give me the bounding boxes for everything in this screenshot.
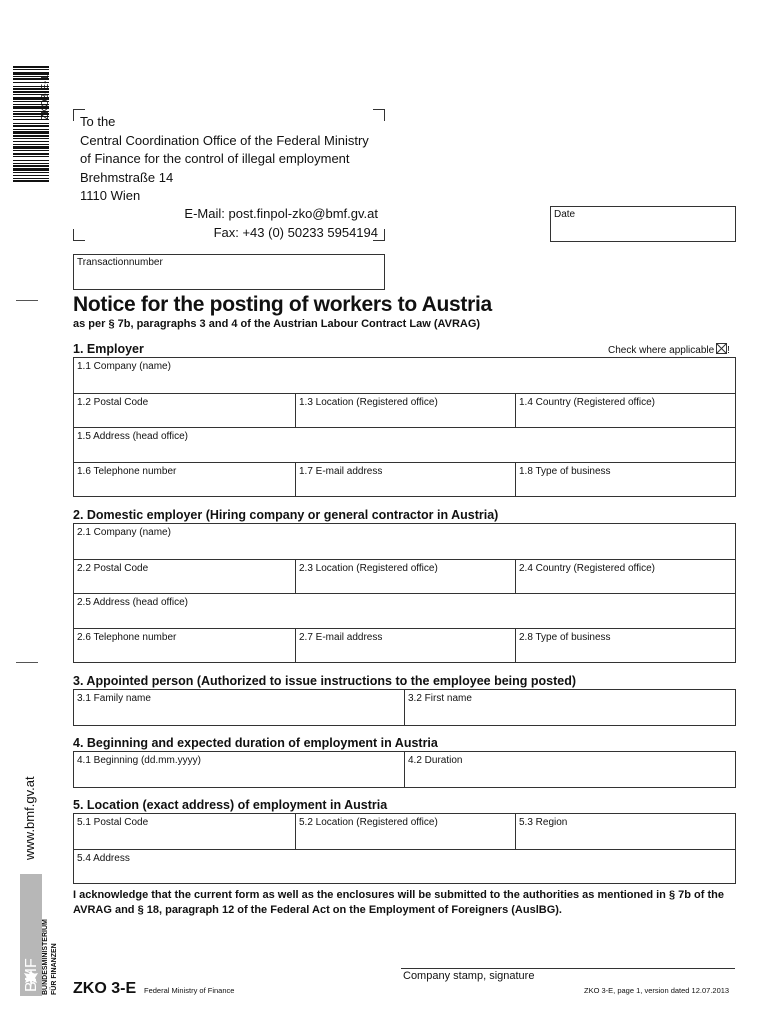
appointed-person-grid [73,689,736,726]
footer-version: ZKO 3-E, page 1, version dated 12.07.2013 [584,986,730,995]
page-subtitle: as per § 7b, paragraphs 3 and 4 of the Austrian Labour Contract Law (AVRAG) [73,318,481,330]
field-label: 1.2 Postal Code [77,396,149,408]
domestic-postal-code-field[interactable] [74,560,295,594]
family-name-field[interactable] [74,690,404,725]
domestic-email-field[interactable] [295,629,515,663]
field-label: 1.6 Telephone number [77,465,177,477]
field-label: 2.3 Location (Registered office) [299,562,438,574]
address-corner-mark [373,109,385,121]
check-note-text: Check where applicable [608,345,715,356]
field-label: 2.4 Country (Registered office) [519,562,655,574]
section-5-heading: 5. Location (exact address) of employment in Austria [73,798,388,812]
employer-location-field[interactable] [295,394,515,428]
date-field[interactable] [550,206,736,242]
field-label: 5.2 Location (Registered office) [299,817,438,828]
ministry-name-line: FÜR FINANZEN [50,943,58,995]
field-label: 1.8 Type of business [519,465,611,477]
field-label: 2.5 Address (head office) [77,597,188,608]
beginning-date-field[interactable] [74,752,404,787]
signature-line[interactable] [401,968,735,969]
employment-duration-grid [73,751,736,788]
domestic-country-field[interactable] [515,560,735,594]
employer-business-type-field[interactable] [515,463,735,497]
field-label: 2.8 Type of business [519,631,611,643]
bmf-logo-bar [20,874,42,996]
field-label: 5.3 Region [519,817,568,828]
field-label: 3.2 First name [408,693,472,704]
recipient-email: E-Mail: post.finpol-zko@bmf.gv.at [184,206,378,221]
recipient-fax: Fax: +43 (0) 50233 5954194 [213,224,378,240]
address-line: To the [80,114,116,129]
field-label: 2.6 Telephone number [77,631,177,643]
transaction-number-field[interactable] [73,254,385,290]
employer-company-field[interactable] [74,358,737,393]
signature-label: Company stamp, signature [403,970,535,982]
work-location-field[interactable] [295,814,515,849]
field-label: 4.1 Beginning (dd.mm.yyyy) [77,755,201,766]
address-line: of Finance for the control of illegal employment [80,151,350,167]
work-region-field[interactable] [515,814,735,849]
field-label: 1.1 Company (name) [77,361,171,372]
page-title: Notice for the posting of workers to Austria [73,293,492,316]
first-name-field[interactable] [404,690,735,725]
section-3-heading: 3. Appointed person (Authorized to issue instructions to the employee being posted) [73,674,577,688]
ministry-name-line: BUNDESMINISTERIUM [42,919,49,995]
field-label: 2.7 E-mail address [299,631,383,643]
field-label: 1.3 Location (Registered office) [299,396,438,408]
transaction-number-label: Transactionnumber [77,257,163,268]
employer-postal-code-field[interactable] [74,394,295,428]
domestic-telephone-field[interactable] [74,629,295,663]
bmf-logo-text: BMF [23,958,40,992]
domestic-address-field[interactable] [74,594,737,628]
employer-address-field[interactable] [74,428,737,462]
fold-mark [16,662,38,663]
recipient-contact [170,205,378,242]
field-label: 2.2 Postal Code [77,562,149,574]
field-label: 5.4 Address [77,852,130,864]
field-label: 1.4 Country (Registered office) [519,396,655,408]
employer-telephone-field[interactable] [74,463,295,497]
employer-country-field[interactable] [515,394,735,428]
employment-location-grid [73,813,736,884]
field-label: 5.1 Postal Code [77,817,149,828]
acknowledgement-text: I acknowledge that the current form as well as the enclosures will be submitted to the authorities as mentioned in § 7b of the AVRAG and § 18, paragraph 12 of the Federal Act on the Employment of Foreigners (AuslBG). [73,889,724,916]
date-label: Date [554,209,576,220]
section-4-heading: 4. Beginning and expected duration of employment in Austria [73,736,438,750]
duration-field[interactable] [404,752,735,787]
address-corner-mark [73,229,85,241]
check-note [608,343,730,356]
section-1-heading: 1. Employer [73,342,144,356]
website-url: www.bmf.gv.at [22,776,37,860]
address-line: 1110 Wien [80,188,141,204]
fold-mark [16,300,38,301]
field-label: 1.7 E-mail address [299,465,383,477]
address-line: Brehmstraße 14 [80,169,174,185]
address-line: Central Coordination Office of the Federal Ministry [80,132,369,148]
check-note-suffix: ! [727,345,730,356]
field-label: 2.1 Company (name) [77,527,171,538]
field-label: 3.1 Family name [77,693,151,704]
field-label: 1.5 Address (head office) [77,431,188,442]
footer-form-code: ZKO 3-E [73,980,137,997]
footer-ministry: Federal Ministry of Finance [144,986,235,995]
domestic-company-field[interactable] [74,524,737,559]
form-code-vertical: ZKO3-E-1 [40,74,51,120]
domestic-business-type-field[interactable] [515,629,735,663]
recipient-address [80,113,369,206]
employer-email-field[interactable] [295,463,515,497]
ministry-name [42,875,59,995]
employer-grid [73,357,736,497]
work-address-field[interactable] [74,850,737,884]
field-label: 4.2 Duration [408,755,463,766]
work-postal-code-field[interactable] [74,814,295,849]
section-2-heading: 2. Domestic employer (Hiring company or general contractor in Austria) [73,508,499,522]
domestic-employer-grid [73,523,736,663]
checked-box-icon [716,343,727,354]
domestic-location-field[interactable] [295,560,515,594]
